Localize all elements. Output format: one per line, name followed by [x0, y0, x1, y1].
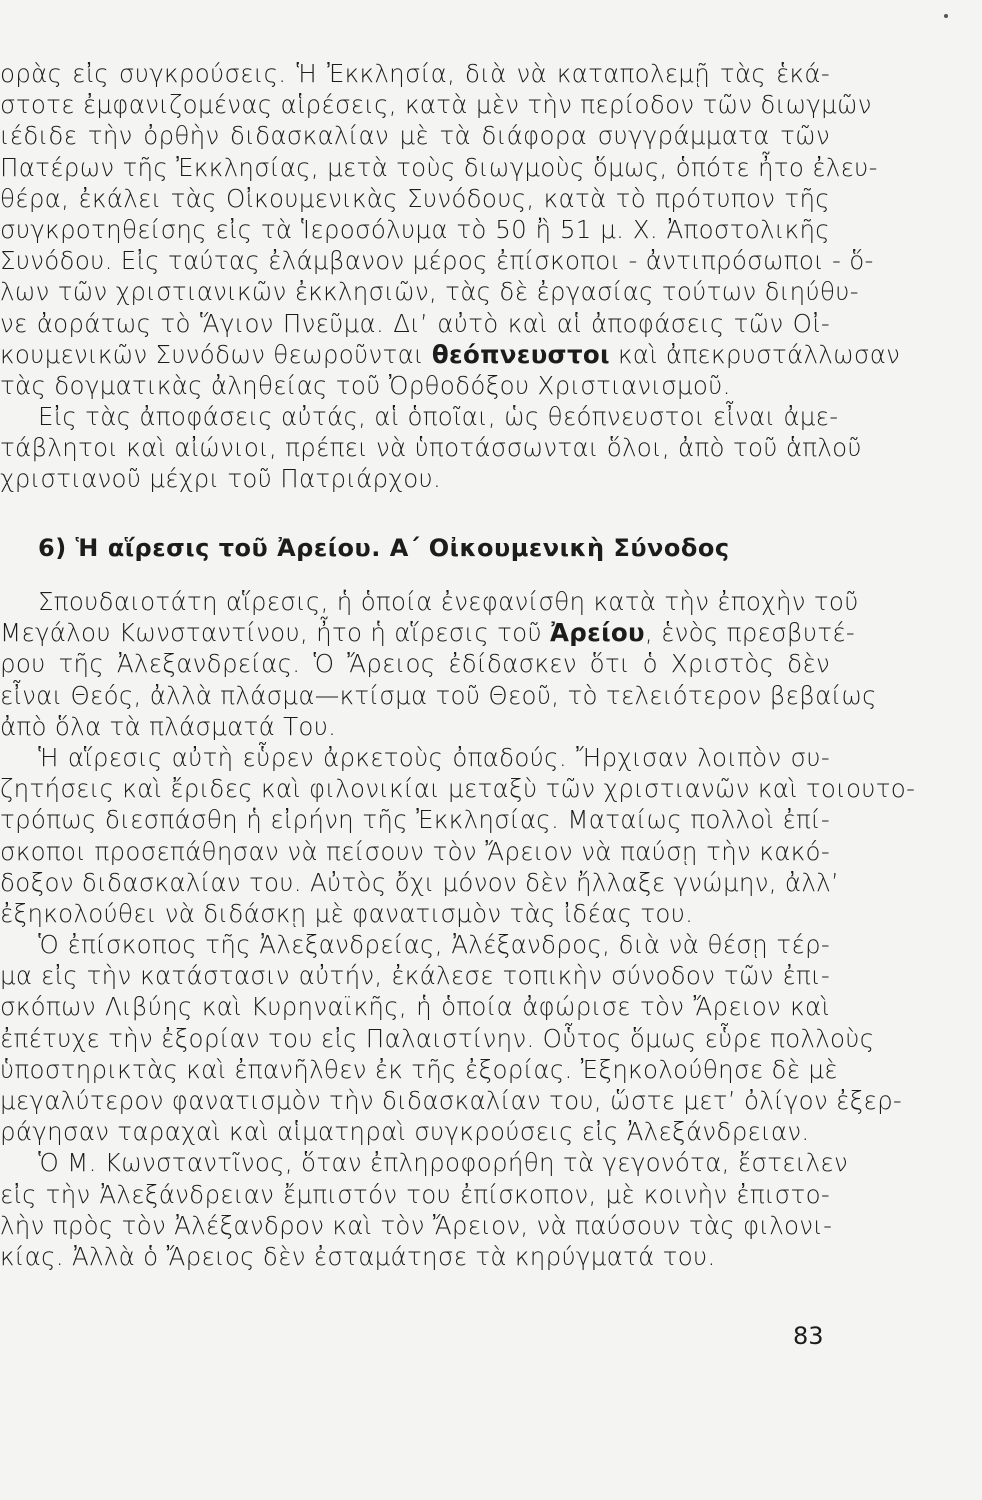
text-line: μεγαλύτερον φανατισμὸν τὴν διδασκαλίαν του, ὥστε μετ’ ὀλίγον ἐξερ- [0, 1086, 903, 1115]
emphasis-arius: Ἀρείου [550, 618, 645, 648]
text-run: κουμενικῶν Συνόδων θεωροῦνται [0, 339, 424, 369]
text-line: Εἰς τὰς ἀποφάσεις αὐτάς, αἱ ὁποῖαι, ὡς θεόπνευστοι εἶναι ἀμε- [38, 402, 839, 432]
text-line [0, 617, 856, 648]
text-line: σκοποι προσεπάθησαν νὰ πείσουν τὸν Ἄρειον νὰ παύσῃ τὴν κακό- [0, 836, 830, 866]
text-line: Σπουδαιοτάτη αἵρεσις, ἡ ὁποία ἐνεφανίσθη κατὰ τὴν ἐποχὴν τοῦ [38, 587, 859, 616]
text-line: ἀπὸ ὅλα τὰ πλάσματά Του. [0, 711, 337, 741]
text-line: ιέδιδε τὴν ὀρθὴν διδασκαλίαν μὲ τὰ διάφορα συγγράμματα τῶν [0, 121, 830, 151]
text-line: χριστιανοῦ μέχρι τοῦ Πατριάρχου. [0, 464, 442, 494]
text-line: εἰς τὴν Ἀλεξάνδρειαν ἔμπιστόν του ἐπίσκοπον, μὲ κοινὴν ἐπιστο- [0, 1179, 830, 1209]
page-number: 83 [793, 1322, 824, 1350]
text-line: ρου τῆς Ἀλεξανδρείας. Ὁ Ἄρειος ἐδίδασκεν ὅτι ὁ Χριστὸς δὲν [0, 649, 830, 679]
text-line: συγκροτηθείσης εἰς τὰ Ἱεροσόλυμα τὸ 50 ἢ 51 μ. Χ. Ἀποστολικῆς [0, 214, 830, 244]
text-line: νε ἀοράτως τὸ Ἅγιον Πνεῦμα. Δι’ αὐτὸ καὶ αἱ ἀποφάσεις τῶν Οἰ- [0, 308, 830, 338]
text-line: θέρα, ἐκάλει τὰς Οἰκουμενικὰς Συνόδους, κατὰ τὸ πρότυπον τῆς [0, 183, 830, 213]
text-line: μα εἰς τὴν κατάστασιν αὐτήν, ἐκάλεσε τοπικὴν σύνοδον τῶν ἐπι- [0, 961, 830, 991]
text-line: ὑποστηρικτὰς καὶ ἐπανῆλθεν ἐκ τῆς ἐξορίας. Ἐξηκολούθησε δὲ μὲ [0, 1054, 838, 1084]
text-line: τὰς δογματικὰς ἀληθείας τοῦ Ὀρθοδόξου Χριστιανισμοῦ. [0, 370, 731, 400]
scan-speck [944, 14, 948, 18]
text-line: Συνόδου. Εἰς ταύτας ἐλάμβανον μέρος ἐπίσκοποι - ἀντιπρόσωποι - ὅ- [0, 246, 874, 276]
text-line: Ὁ ἐπίσκοπος τῆς Ἀλεξανδρείας, Ἀλέξανδρος, διὰ νὰ θέσῃ τέρ- [38, 930, 830, 960]
text-line: σκόπων Λιβύης καὶ Κυρηναϊκῆς, ἡ ὁποία ἀφώρισε τὸν Ἄρειον καὶ [0, 992, 830, 1022]
text-line: Ὁ Μ. Κωνσταντῖνος, ὅταν ἐπληροφορήθη τὰ γεγονότα, ἔστειλεν [38, 1148, 848, 1178]
section-heading: 6) Ἡ αἵρεσις τοῦ Ἀρείου. Α΄ Οἰκουμενικὴ Σύνοδος [38, 534, 730, 562]
text-line: λων τῶν χριστιανικῶν ἐκκλησιῶν, τὰς δὲ ἐργασίας τούτων διηύθυ- [0, 277, 859, 307]
text-run: καὶ ἀπεκρυστάλλωσαν [617, 339, 901, 369]
text-line: δοξον διδασκαλίαν του. Αὐτὸς ὄχι μόνον δὲν ἤλλαξε γνώμην, ἀλλ’ [0, 867, 840, 897]
text-line: στοτε ἐμφανιζομένας αἱρέσεις, κατὰ μὲν τὴν περίοδον τῶν διωγμῶν [0, 90, 872, 120]
text-line: κίας. Ἀλλὰ ὁ Ἄρειος δὲν ἐσταμάτησε τὰ κηρύγματά του. [0, 1241, 716, 1271]
text-line: λὴν πρὸς τὸν Ἀλέξανδρον καὶ τὸν Ἄρειον, νὰ παύσουν τὰς φιλονι- [0, 1210, 833, 1240]
emphasis-theopneustoi: θεόπνευστοι [431, 339, 610, 369]
text-line: τρόπως διεσπάσθη ἡ εἰρήνη τῆς Ἐκκλησίας. Ματαίως πολλοὶ ἐπί- [0, 805, 830, 835]
text-line: τάβλητοι καὶ αἰώνιοι, πρέπει νὰ ὑποτάσσωνται ὅλοι, ἀπὸ τοῦ ἁπλοῦ [0, 433, 862, 463]
text-line: ἐξηκολούθει νὰ διδάσκῃ μὲ φανατισμὸν τὰς ἰδέας του. [0, 898, 694, 928]
text-line [0, 339, 901, 370]
text-line: ορὰς εἰς συγκρούσεις. Ἡ Ἐκκλησία, διὰ νὰ καταπολεμῇ τὰς ἑκά- [0, 59, 830, 88]
text-line: Ἡ αἵρεσις αὐτὴ εὗρεν ἀρκετοὺς ὀπαδούς. Ἤρχισαν λοιπὸν συ- [38, 742, 830, 772]
text-run: , ἑνὸς πρεσβυτέ- [644, 618, 856, 648]
text-line: Πατέρων τῆς Ἐκκλησίας, μετὰ τοὺς διωγμοὺς ὅμως, ὁπότε ἦτο ἐλευ- [0, 152, 878, 182]
text-line: ἐπέτυχε τὴν ἐξορίαν του εἰς Παλαιστίνην. Οὗτος ὅμως εὗρε πολλοὺς [0, 1023, 875, 1053]
text-block-arius [0, 586, 916, 1272]
text-run: Μεγάλου Κωνσταντίνου, ἦτο ἡ αἵρεσις τοῦ [0, 618, 542, 648]
text-line: ράγησαν ταραχαὶ καὶ αἱματηραὶ συγκρούσεις εἰς Ἀλεξάνδρειαν. [0, 1117, 810, 1147]
text-line: ζητήσεις καὶ ἔριδες καὶ φιλονικίαι μεταξὺ τῶν χριστιανῶν καὶ τοιουτο- [0, 774, 916, 804]
text-block-intro [0, 58, 901, 495]
text-line: εἶναι Θεός, ἀλλὰ πλάσμα—κτίσμα τοῦ Θεοῦ, τὸ τελειότερον βεβαίως [0, 680, 877, 710]
